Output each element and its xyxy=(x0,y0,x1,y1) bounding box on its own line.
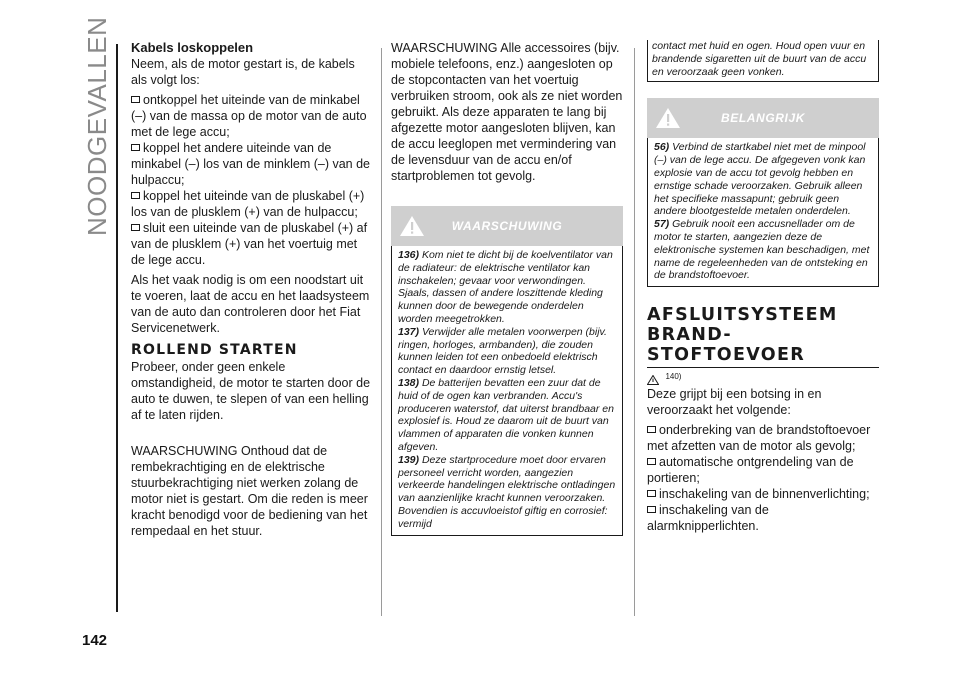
checkbox-bullet-icon xyxy=(647,458,656,465)
column-3 xyxy=(647,40,879,534)
section-heading: AFSLUITSYSTEEM BRAND- STOFTOEVOER xyxy=(647,305,838,366)
checkbox-bullet-icon xyxy=(131,192,140,199)
paragraph-warning: WAARSCHUWING Alle accessoires (bijv. mobiele telefoons, enz.) aangesloten op de stopcontacten van het voertuig verbruiken stroom, ook als ze niet worden gebruikt. Als deze apparaten te lang bij afgezette motor aangesloten blijven, kan de accu leeglopen met vermindering van de levensduur van de accu en/of startproblemen tot gevolg. xyxy=(391,41,623,183)
list-item: koppel het andere uiteinde van de minkabel (–) los van de minklem (–) van de hulpaccu; xyxy=(131,141,370,187)
page-number: 142 xyxy=(82,632,108,649)
list-item: sluit een uiteinde van de pluskabel (+) af van de plusklem (+) van het voertuig met de lege accu. xyxy=(131,221,368,267)
paragraph: Als het vaak nodig is om een noodstart uit te voeren, laat de accu en het laadsysteem van de auto dan controleren door het Fiat Servicenetwerk. xyxy=(131,273,370,335)
section-title: NOODGEVALLEN xyxy=(82,16,112,236)
list-item: onderbreking van de brandstoftoevoer met afzetten van de motor als gevolg; xyxy=(647,423,871,454)
checkbox-bullet-icon xyxy=(131,144,140,151)
warning-label: WAARSCHUWING xyxy=(451,219,563,233)
list-item: inschakeling van de alarmknipperlichten. xyxy=(647,503,769,534)
note-item: 136) Kom niet te dicht bij de koelventilator van de radiateur: de elektrische ventilator kan inschakelen; gevaar voor verwondingen. Sjaals, dassen of andere loszittende kleding kunnen door de bewegende onderdelen worden meegetrokken. xyxy=(398,249,613,325)
checkbox-bullet-icon xyxy=(131,96,140,103)
heading-underline xyxy=(647,367,879,368)
note-item: 56) Verbind de startkabel niet met de minpool (–) van de lege accu. De afgegeven vonk kan explosie van de accu tot gevolg hebben en ernstige schade veroorzaken. Gebruik alleen het specifieke massapunt; gebruik geen andere blootgestelde metalen onderdelen. xyxy=(654,141,866,218)
note-item: 57) Gebruik nooit een accusnellader om de motor te starten, aangezien deze de elektronische systemen kan beschadigen, met name de regeleenheden van de ontsteking en de brandstoftoevoer. xyxy=(654,218,870,282)
paragraph-warning: WAARSCHUWING Onthoud dat de rembekrachtiging en de elektrische stuurbekrachtiging niet werken zolang de motor niet is gestart. Om die reden is meer kracht benodigd voor de bediening van het rempedaal en het stuur. xyxy=(131,444,368,538)
important-label: BELANGRIJK xyxy=(720,111,805,126)
column-divider xyxy=(381,48,382,616)
checkbox-bullet-icon xyxy=(647,490,656,497)
note-item: 138) De batterijen bevatten een zuur dat de huid of de ogen kan verbranden. Accu's produceren waterstof, dat uiterst brandbaar en explosief is. Houd ze daarom uit de buurt van vlammen of apparaten die vonken kunnen afgeven. xyxy=(398,376,614,453)
list-item: koppel het uiteinde van de pluskabel (+) los van de plusklem (+) van de hulpaccu; xyxy=(131,189,365,219)
warning-triangle-icon xyxy=(647,375,659,385)
paragraph: Deze grijpt bij een botsing in en veroorzaakt het volgende: xyxy=(647,387,822,418)
paragraph: Probeer, onder geen enkele omstandigheid, de motor te starten door de auto te duwen, te slepen of van een helling af te laten rijden. xyxy=(131,360,371,422)
note-item: 139) Deze startprocedure moet door ervaren personeel verricht worden, aangezien verkeerde handelingen elektrische ontladingen van aanzienlijke kracht kunnen veroorzaken. Bovendien is accuvloeistof giftig en corrosief: vermijd xyxy=(398,453,616,530)
checkbox-bullet-icon xyxy=(131,224,140,231)
note-continued: contact met huid en ogen. Houd open vuur en brandende sigaretten uit de buurt van de accu en veroorzaak geen vonken. xyxy=(652,40,867,78)
section-side-title xyxy=(80,16,112,238)
column-divider xyxy=(634,48,635,616)
continued-note-box xyxy=(647,40,879,82)
subheading-kabels: Kabels loskoppelen xyxy=(131,40,254,55)
note-item: 137) Verwijder alle metalen voorwerpen (bijv. ringen, horloges, armbanden), die zouden kunnen leiden tot een onbedoeld elektrisch contact en daardoor ernstig letsel. xyxy=(398,325,607,377)
checkbox-bullet-icon xyxy=(647,506,656,513)
warning-banner xyxy=(391,206,623,246)
reference-number: 140) xyxy=(665,372,682,382)
paragraph: Neem, als de motor gestart is, de kabels als volgt los: xyxy=(131,57,355,87)
section-heading: ROLLEND STARTEN xyxy=(131,342,298,358)
checkbox-bullet-icon xyxy=(647,426,656,433)
column-2 xyxy=(391,40,623,536)
side-divider xyxy=(116,44,118,612)
list-item: ontkoppel het uiteinde van de minkabel (–) van de massa op de motor van de auto met de lege accu; xyxy=(131,93,367,139)
important-notes xyxy=(647,138,879,287)
important-banner xyxy=(647,98,879,138)
warning-notes xyxy=(391,246,623,536)
list-item: automatische ontgrendeling van de portieren; xyxy=(647,455,854,486)
column-1 xyxy=(131,40,371,543)
list-item: inschakeling van de binnenverlichting; xyxy=(647,486,879,502)
reference-marker xyxy=(647,372,879,386)
